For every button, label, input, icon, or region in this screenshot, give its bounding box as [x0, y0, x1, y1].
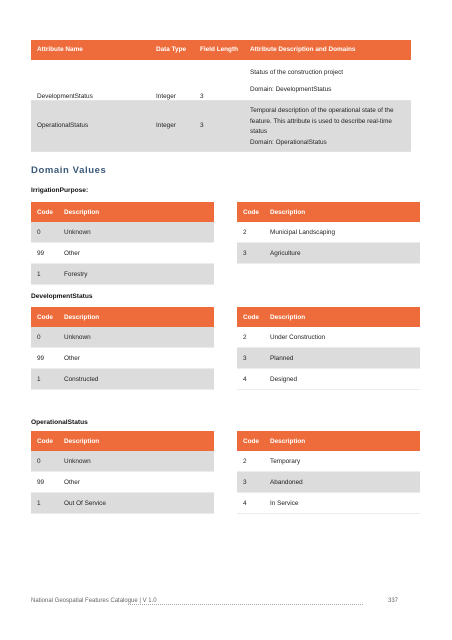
- header-description: Description: [64, 438, 100, 445]
- code-table-header: [31, 431, 214, 451]
- description: Other: [64, 355, 80, 362]
- attribute-table-header: [31, 40, 411, 60]
- description: In Service: [270, 500, 299, 507]
- table-row: [237, 493, 420, 514]
- code: 1: [37, 271, 41, 278]
- code-table-right: [237, 431, 420, 514]
- description: Under Construction: [270, 334, 326, 341]
- table-row: [237, 451, 420, 472]
- code-table-header: [31, 202, 214, 222]
- description: Planned: [270, 355, 294, 362]
- code: 3: [243, 355, 247, 362]
- table-row: [31, 101, 411, 152]
- description: Municipal Landscaping: [270, 229, 336, 236]
- table-row: [31, 264, 214, 285]
- code: 4: [243, 376, 247, 383]
- attribute-domain: Domain: OperationalStatus: [250, 139, 327, 146]
- code: 4: [243, 500, 247, 507]
- description: Temporary: [270, 458, 301, 465]
- attribute-table: [31, 40, 411, 152]
- table-row: [237, 369, 420, 390]
- footer-leader-dots: [128, 604, 363, 605]
- description: Other: [64, 479, 80, 486]
- code: 2: [243, 334, 247, 341]
- table-row: [237, 348, 420, 369]
- footer-text: National Geospatial Features Catalogue | V 1.0: [31, 598, 157, 604]
- code: 3: [243, 250, 247, 257]
- header-code: Code: [37, 314, 53, 321]
- header-description: Description: [270, 209, 306, 216]
- table-row: [237, 222, 420, 243]
- attribute-name: OperationalStatus: [37, 122, 89, 129]
- domain-label: OperationalStatus: [31, 419, 88, 426]
- table-row: [31, 243, 214, 264]
- attribute-name: DevelopmentStatus: [37, 93, 93, 100]
- header-data-type: Data Type: [156, 46, 187, 53]
- code-table-left: [31, 431, 214, 514]
- description: Abandoned: [270, 479, 303, 486]
- code: 2: [243, 229, 247, 236]
- code-table-header: [237, 202, 420, 222]
- code: 0: [37, 334, 41, 341]
- description: Designed: [270, 376, 298, 383]
- header-description: Attribute Description and Domains: [250, 46, 356, 53]
- code-table-right: [237, 202, 420, 264]
- header-attribute-name: Attribute Name: [37, 46, 83, 53]
- description: Forestry: [64, 271, 88, 278]
- header-description: Description: [270, 438, 306, 445]
- description: Unknown: [64, 334, 91, 341]
- description: Other: [64, 250, 80, 257]
- code: 1: [37, 500, 41, 507]
- description: Unknown: [64, 229, 91, 236]
- code-table-header: [237, 431, 420, 451]
- header-code: Code: [37, 438, 53, 445]
- code: 0: [37, 229, 41, 236]
- table-row: [31, 493, 214, 514]
- header-field-length: Field Length: [200, 46, 238, 53]
- code-table-right: [237, 307, 420, 390]
- header-description: Description: [64, 314, 100, 321]
- field-length: 3: [200, 122, 204, 129]
- code: 99: [37, 479, 45, 486]
- attribute-description: Temporal description of the operational state of the feature. This attribute is used to describe real-time status: [250, 107, 394, 135]
- table-row: [31, 348, 214, 369]
- code-table-left: [31, 307, 214, 390]
- code: 99: [37, 355, 45, 362]
- field-length: 3: [200, 93, 204, 100]
- description: Agriculture: [270, 250, 301, 257]
- table-row: [31, 327, 214, 348]
- header-code: Code: [243, 209, 259, 216]
- code-table-left: [31, 202, 214, 285]
- table-row: [31, 60, 411, 101]
- table-row: [31, 369, 214, 390]
- header-description: Description: [270, 314, 306, 321]
- table-row: [237, 472, 420, 493]
- header-code: Code: [243, 314, 259, 321]
- data-type: Integer: [156, 122, 176, 129]
- code: 99: [37, 250, 45, 257]
- attribute-domain: Domain: DevelopmentStatus: [250, 86, 332, 93]
- attribute-description: Status of the construction project: [250, 69, 344, 76]
- code: 1: [37, 376, 41, 383]
- code: 2: [243, 458, 247, 465]
- code: 0: [37, 458, 41, 465]
- code-table-header: [237, 307, 420, 327]
- section-title: Domain Values: [31, 165, 107, 176]
- table-row: [237, 243, 420, 264]
- description: Unknown: [64, 458, 91, 465]
- header-description: Description: [64, 209, 100, 216]
- code: 3: [243, 479, 247, 486]
- page-number: 337: [388, 598, 399, 604]
- table-row: [31, 451, 214, 472]
- description: Out Of Service: [64, 500, 106, 507]
- description: Constructed: [64, 376, 99, 383]
- domain-label: DevelopmentStatus: [31, 293, 93, 300]
- header-code: Code: [243, 438, 259, 445]
- data-type: Integer: [156, 93, 176, 100]
- code-table-header: [31, 307, 214, 327]
- table-row: [31, 222, 214, 243]
- table-row: [31, 472, 214, 493]
- table-row: [237, 327, 420, 348]
- header-code: Code: [37, 209, 53, 216]
- domain-label: IrrigationPurpose:: [31, 187, 89, 194]
